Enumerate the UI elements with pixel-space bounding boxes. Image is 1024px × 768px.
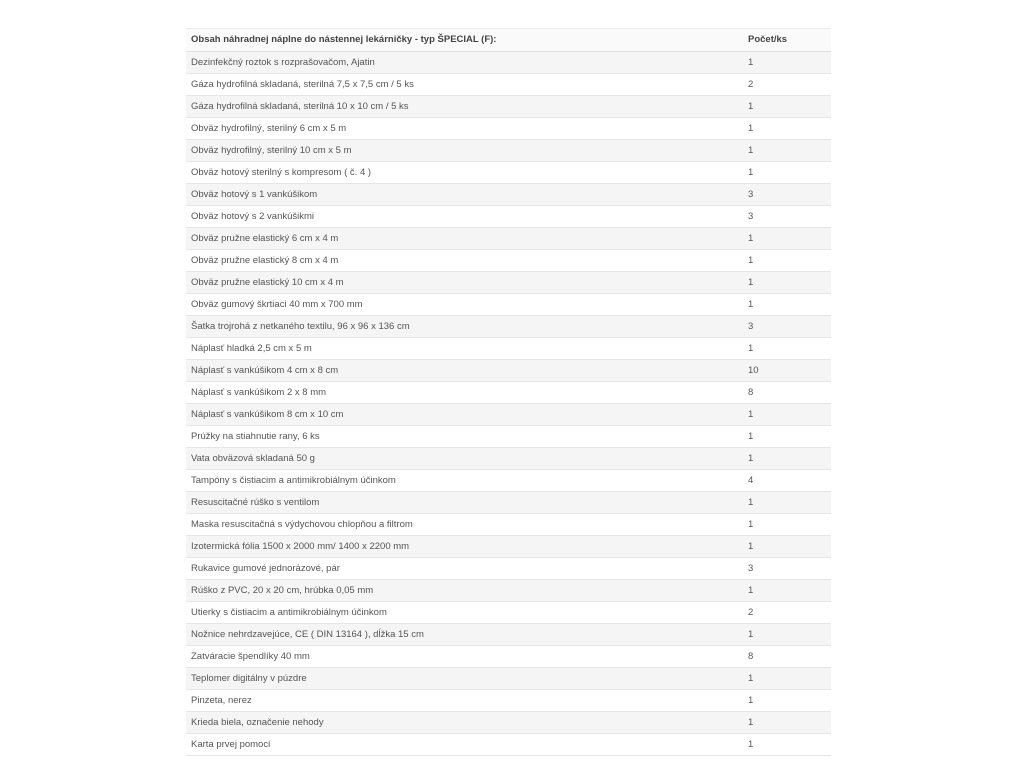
item-count: 2 <box>743 602 831 624</box>
table-row <box>186 250 831 272</box>
item-count: 1 <box>743 162 831 184</box>
item-name: Obväz pružne elastický 6 cm x 4 m <box>186 228 743 250</box>
item-count: 1 <box>743 294 831 316</box>
item-count: 1 <box>743 272 831 294</box>
item-name: Šatka trojrohá z netkaného textilu, 96 x 96 x 136 cm <box>186 316 743 338</box>
item-count: 1 <box>743 228 831 250</box>
table-row <box>186 404 831 426</box>
item-count: 1 <box>743 668 831 690</box>
table-row <box>186 162 831 184</box>
table-row <box>186 360 831 382</box>
item-count: 8 <box>743 646 831 668</box>
table-row <box>186 118 831 140</box>
item-name: Tampóny s čistiacim a antimikrobiálnym účinkom <box>186 470 743 492</box>
table-row <box>186 52 831 74</box>
item-name: Izotermická fólia 1500 x 2000 mm/ 1400 x 2200 mm <box>186 536 743 558</box>
item-name: Prúžky na stiahnutie rany, 6 ks <box>186 426 743 448</box>
table-row <box>186 96 831 118</box>
table-row <box>186 602 831 624</box>
item-name: Resuscitačné rúško s ventilom <box>186 492 743 514</box>
table-row <box>186 492 831 514</box>
item-name: Zatváracie špendlíky 40 mm <box>186 646 743 668</box>
item-count: 1 <box>743 712 831 734</box>
item-name: Rúško z PVC, 20 x 20 cm, hrúbka 0,05 mm <box>186 580 743 602</box>
item-count: 8 <box>743 382 831 404</box>
item-count: 3 <box>743 206 831 228</box>
item-count: 1 <box>743 624 831 646</box>
item-count: 1 <box>743 536 831 558</box>
item-name: Gáza hydrofilná skladaná, sterilná 10 x 10 cm / 5 ks <box>186 96 743 118</box>
table-row <box>186 228 831 250</box>
item-count: 1 <box>743 690 831 712</box>
item-name: Náplasť s vankúšikom 4 cm x 8 cm <box>186 360 743 382</box>
item-count: 1 <box>743 580 831 602</box>
item-count: 3 <box>743 184 831 206</box>
header-row <box>186 29 831 52</box>
item-name: Pinzeta, nerez <box>186 690 743 712</box>
item-name: Maska resuscitačná s výdychovou chlopňou a filtrom <box>186 514 743 536</box>
table-row <box>186 206 831 228</box>
table-row <box>186 690 831 712</box>
item-name: Náplasť s vankúšikom 2 x 8 mm <box>186 382 743 404</box>
table-row <box>186 184 831 206</box>
item-name: Utierky s čistiacim a antimikrobiálnym účinkom <box>186 602 743 624</box>
table-header <box>186 29 831 52</box>
item-name: Krieda biela, označenie nehody <box>186 712 743 734</box>
item-count: 1 <box>743 338 831 360</box>
table-row <box>186 470 831 492</box>
item-name: Gáza hydrofilná skladaná, sterilná 7,5 x 7,5 cm / 5 ks <box>186 74 743 96</box>
item-name: Teplomer digitálny v púzdre <box>186 668 743 690</box>
item-name: Obväz gumový škrtiaci 40 mm x 700 mm <box>186 294 743 316</box>
item-name: Obväz hydrofilný, sterilný 6 cm x 5 m <box>186 118 743 140</box>
table-row <box>186 646 831 668</box>
item-count: 10 <box>743 360 831 382</box>
item-count: 1 <box>743 118 831 140</box>
table-row <box>186 316 831 338</box>
item-count: 1 <box>743 426 831 448</box>
table-row <box>186 734 831 756</box>
item-name: Vata obväzová skladaná 50 g <box>186 448 743 470</box>
item-count: 2 <box>743 74 831 96</box>
item-name: Obväz hotový s 2 vankúšikmi <box>186 206 743 228</box>
table-row <box>186 294 831 316</box>
item-count: 1 <box>743 52 831 74</box>
table-row <box>186 74 831 96</box>
item-count: 1 <box>743 404 831 426</box>
item-name: Obväz hydrofilný, sterilný 10 cm x 5 m <box>186 140 743 162</box>
header-count: Počet/ks <box>743 29 831 52</box>
table-row <box>186 338 831 360</box>
item-count: 1 <box>743 492 831 514</box>
item-name: Obväz hotový sterilný s kompresom ( č. 4 ) <box>186 162 743 184</box>
item-name: Obväz hotový s 1 vankúšikom <box>186 184 743 206</box>
item-name: Nožnice nehrdzavejúce, CE ( DIN 13164 ), dĺžka 15 cm <box>186 624 743 646</box>
table-row <box>186 668 831 690</box>
table-row <box>186 448 831 470</box>
table-body <box>186 52 831 756</box>
table-row <box>186 426 831 448</box>
item-name: Rukavice gumové jednorázové, pár <box>186 558 743 580</box>
item-name: Dezinfekčný roztok s rozprašovačom, Ajatin <box>186 52 743 74</box>
table-row <box>186 272 831 294</box>
table-row <box>186 558 831 580</box>
item-count: 1 <box>743 734 831 756</box>
table-row <box>186 580 831 602</box>
item-name: Obväz pružne elastický 8 cm x 4 m <box>186 250 743 272</box>
item-name: Náplasť s vankúšikom 8 cm x 10 cm <box>186 404 743 426</box>
table-row <box>186 382 831 404</box>
item-count: 1 <box>743 250 831 272</box>
item-name: Obväz pružne elastický 10 cm x 4 m <box>186 272 743 294</box>
item-count: 4 <box>743 470 831 492</box>
table-row <box>186 140 831 162</box>
table-row <box>186 624 831 646</box>
item-count: 3 <box>743 316 831 338</box>
item-name: Náplasť hladká 2,5 cm x 5 m <box>186 338 743 360</box>
item-count: 1 <box>743 140 831 162</box>
item-count: 1 <box>743 514 831 536</box>
item-name: Karta prvej pomoci <box>186 734 743 756</box>
item-count: 3 <box>743 558 831 580</box>
item-count: 1 <box>743 96 831 118</box>
contents-table <box>186 28 831 756</box>
table-row <box>186 536 831 558</box>
header-contents: Obsah náhradnej náplne do nástennej lekárničky - typ ŠPECIAL (F): <box>186 29 743 52</box>
item-count: 1 <box>743 448 831 470</box>
contents-table-container <box>186 28 831 756</box>
table-row <box>186 712 831 734</box>
table-row <box>186 514 831 536</box>
